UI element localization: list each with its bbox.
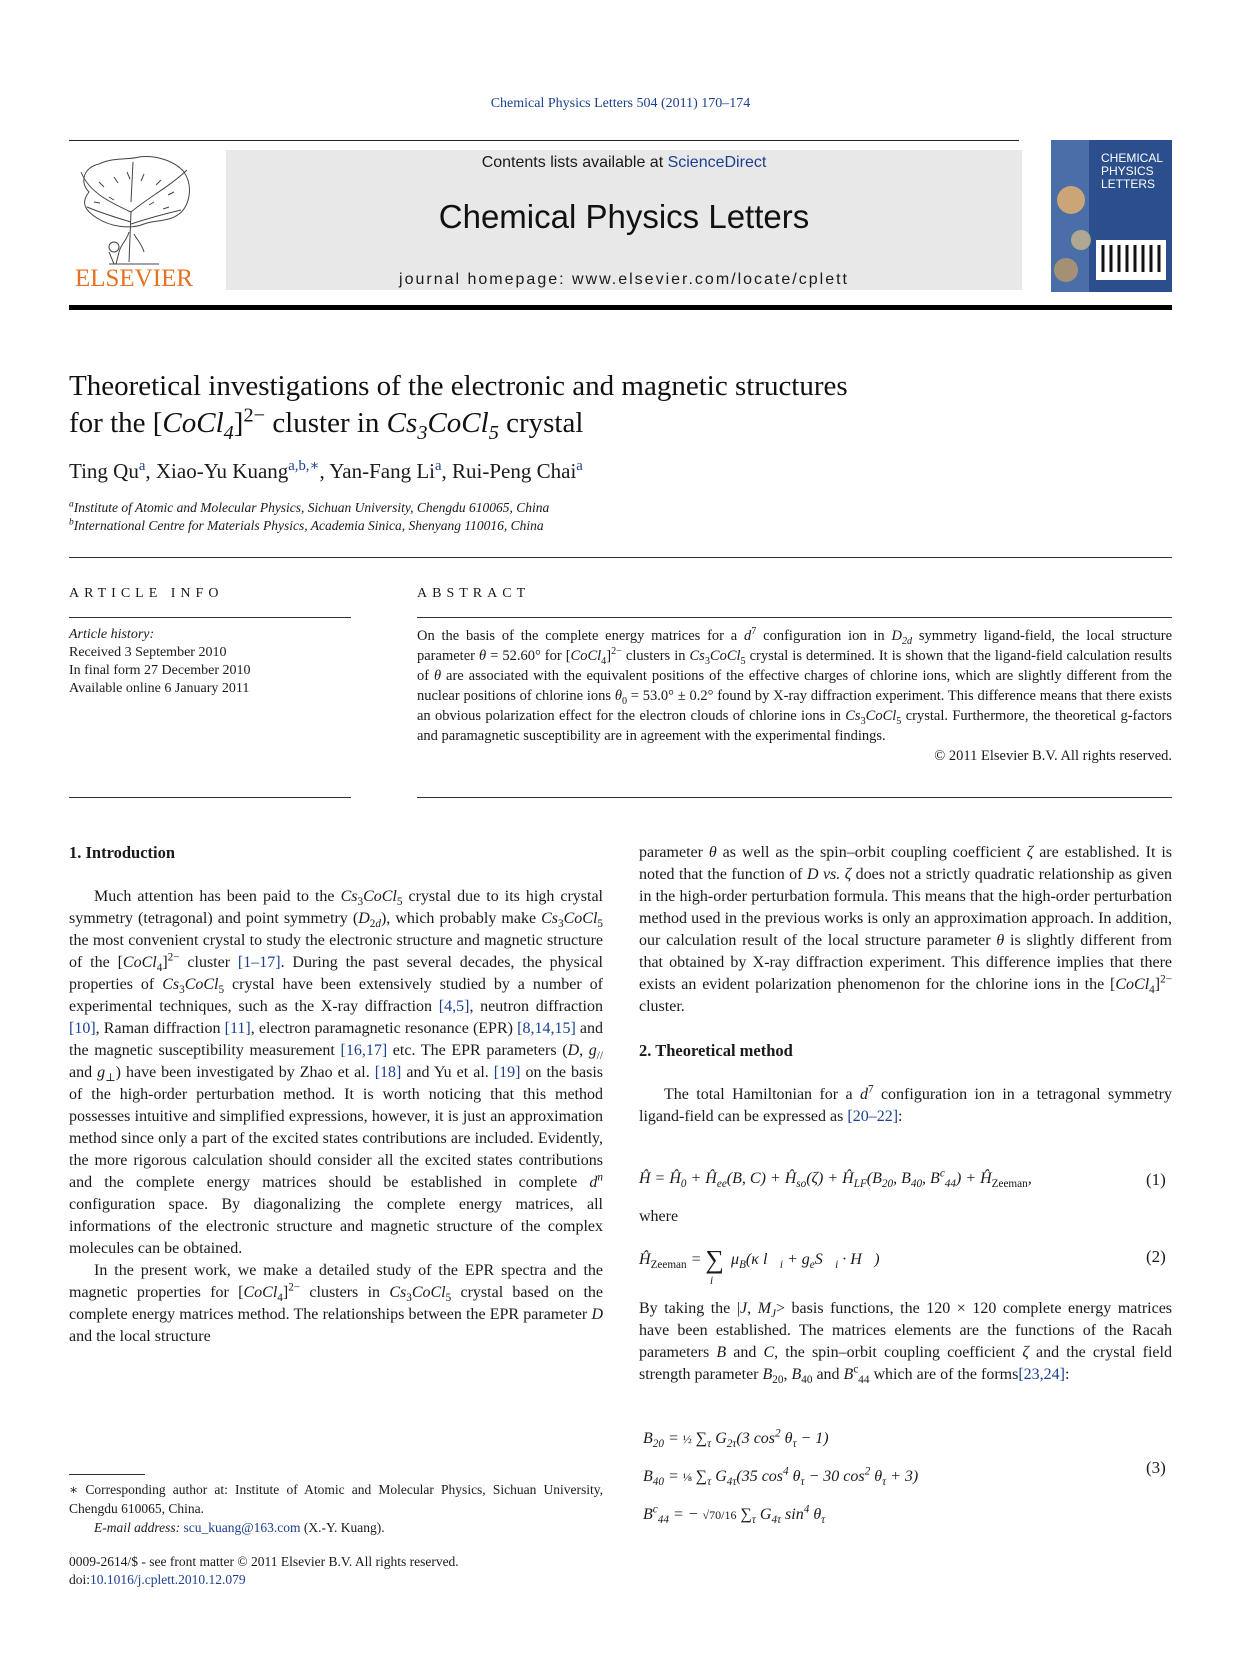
svg-text:ELSEVIER: ELSEVIER	[74, 265, 194, 292]
author-list: Ting Qu$^a$, Xiao-Yu Kuang$^{a,b,∗}$, Yan-Fang Li$^a$, Rui-Peng Chai$^a$	[69, 458, 583, 483]
copyright-line: © 2011 Elsevier B.V. All rights reserved.	[934, 748, 1172, 764]
journal-citation[interactable]: Chemical Physics Letters 504 (2011) 170–174	[490, 96, 751, 111]
abstract-rule	[417, 617, 1172, 618]
corresponding-footnote: ∗ Corresponding author at: Institute of Atomic and Molecular Physics, Sichuan University, Chengdu 610065, China. E-mail address: scu_kuang@163.com (X.-Y. Kuang).	[69, 1482, 603, 1535]
affiliation-b: $^b$International Centre for Materials Physics, Academia Sinica, Shenyang 110016, China	[69, 517, 544, 533]
article-info-rule	[69, 617, 351, 618]
method-heading: 2. Theoretical method	[639, 1041, 793, 1060]
abstract-text: On the basis of the complete energy matrices for a $d^7$ configuration ion in $D_{2d}$ symmetry ligand-field, the local structure parameter θ = 52.60° for [CoCl$_4$]$^{2-}$ clusters in $Cs_3CoCl_5$ crystal is determined. It is shown that the ligand-field calculation results of θ are associated with the equivalent positions of the effective charges of chlorine ions, which are slightly different from the nuclear positions of chlorine ions $\theta_0 = 53.0^\circ \pm 0.2^\circ$ found by X-ray diffraction experiment. This difference means that there exists an obvious polarization effect for the electron clouds of chlorine ions in $Cs_3CoCl_5$ crystal. Furthermore, the theoretical g-factors and paramagnetic susceptibility are in agreement with the experimental findings. © 2011 Elsevier B.V. All rights reserved.	[417, 626, 1173, 764]
equation-3: $B_{20}$ = ½ $\sum_\tau$ $G_{2\tau}(3$ $\cos^2 \theta_\tau - 1$) $B_{40}$ = ⅛ $\sum_\tau$ $G_{4\tau}(35$ $\cos^4 \theta_\tau - 30$ $\cos^2 \theta_\tau + 3$) $B^c_{44}$ = − √70/16 $\sum_\tau$ $G_{4\tau}$ $\sin^4 \theta_\tau$	[643, 1427, 919, 1527]
right-column-top: parameter θ as well as the spin–orbit coupling coefficient ζ are established. It is noted that the function of D vs. ζ does not a strictly quadratic relationship as given in the high-order perturbation formula. This means that the high-order perturbation method used in the previous works is only an approximation approach. In addition, our calculation result of the local structure parameter θ is slightly different from that obtained by X-ray diffraction experiment. This difference implies that there exists an evident polarization phenomenon for the chlorine ions in the [CoCl$_4$]$^{2-}$ cluster. 2. Theoretical method The total Hamiltonian for a $d^7$ configuration ion in a tetragonal symmetry ligand-field can be expressed as [20–22]:	[639, 844, 1173, 1125]
equation-1: Ĥ = $Ĥ_0$ + $Ĥ_{ee}(B$, $C) + Ĥ_{so}(\zeta)$ + $Ĥ_{LF}(B_{20}$, $B_{40}$, $B^c_{44}$) + $Ĥ_{Zeeman}$,	[639, 1167, 1032, 1191]
left-column: 1. Introduction Much attention has been paid to the $Cs_3CoCl_5$ crystal due to its high crystal symmetry (tetragonal) and point symmetry $(D_{2d})$, which probably make $Cs_3CoCl_5$ the most convenient crystal to study the electronic structure and magnetic structure of the [CoCl$_4$]$^{2-}$ cluster [1–17]. During the past several decades, the physical properties of $Cs_3CoCl_5$ crystal have been extensively studied by a number of experimental techniques, such as the X-ray diffraction [4,5], neutron diffraction [10], Raman diffraction [11], electron paramagnetic resonance (EPR) [8,14,15] and the magnetic susceptibility measurement [16,17] etc. The EPR parameters (D, $g_{//}$ and $g_\perp$) have been investigated by Zhao et al. [18] and Yu et al. [19] on the basis of the high-order perturbation method. It is worth noticing that this method possesses intuitive and simplified expressions, however, it is just an approximation method since only a part of the excited states contributions are included. Evidently, the more rigorous calculation should consider all the excited states contributions and the complete energy matrices should be established in complete $d^n$ configuration space. By diagonalizing the complete energy matrices, all informations of the electronic structure and magnetic structure of the complex molecules can be obtained. In the present work, we make a detailed study of the EPR spectra and the magnetic properties for [CoCl$_4$]$^{2-}$ clusters in $Cs_3CoCl_5$ crystal based on the complete energy matrices method. The relationships between the EPR parameter D and the local structure	[69, 843, 604, 1345]
header-rule	[69, 140, 1019, 141]
journal-homepage[interactable]: journal homepage: www.elsevier.com/locate/cplett	[399, 271, 849, 288]
article-info-heading: ARTICLE INFO	[69, 586, 224, 601]
affiliation-a: $^a$Institute of Atomic and Molecular Physics, Sichuan University, Chengdu 610065, China	[69, 499, 550, 515]
article-info-bottom-rule	[69, 797, 351, 798]
cover-title-line-1: CHEMICAL	[1101, 151, 1164, 165]
elsevier-logo	[69, 152, 199, 292]
equation-2-number: (2)	[1146, 1247, 1166, 1266]
introduction-heading: 1. Introduction	[69, 843, 176, 862]
email-link[interactable]: scu_kuang@163.com	[183, 1520, 301, 1535]
footnote-rule	[69, 1474, 145, 1475]
equation-3-number: (3)	[1146, 1458, 1166, 1477]
journal-title: Chemical Physics Letters	[438, 198, 810, 235]
affiliation-rule	[69, 557, 1172, 558]
abstract-bottom-rule	[417, 797, 1172, 798]
cover-title-line-2: PHYSICS	[1101, 164, 1154, 178]
journal-cover-image	[1051, 140, 1172, 292]
header-thick-rule	[69, 305, 1172, 310]
doi-line: doi:10.1016/j.cplett.2010.12.079	[69, 1572, 246, 1587]
article-history: Article history: Received 3 September 2010 In final form 27 December 2010 Available online 6 January 2011	[69, 627, 251, 696]
sciencedirect-link[interactable]: ScienceDirect	[667, 154, 767, 171]
doi-link[interactable]: 10.1016/j.cplett.2010.12.079	[90, 1572, 246, 1587]
article-title: Theoretical investigations of the electronic and magnetic structures for the [CoCl$_4$]$^{2-}$ cluster in $Cs_3CoCl_5$ crystal	[69, 370, 848, 444]
issn-line: 0009-2614/$ - see front matter © 2011 Elsevier B.V. All rights reserved.	[69, 1554, 459, 1569]
right-column-bottom: By taking the |J, $M_J>$ basis functions, the 120 × 120 complete energy matrices have been established. The matrices elements are the functions of the Racah parameters B and C, the spin–orbit coupling coefficient ζ and the crystal field strength parameter $B_{20}$, $B_{40}$ and $B^c_{44}$ which are of the forms[23,24]:	[639, 1300, 1173, 1387]
equation-1-number: (1)	[1146, 1170, 1166, 1189]
contents-line: Contents lists available at ScienceDirect	[481, 154, 767, 171]
equation-2: $Ĥ_{Zeeman} = \sum_i$ $\mu_B(\kappa$ $l_i + g_eS_i$ · H⃗)	[639, 1245, 880, 1288]
where-label: where	[639, 1208, 679, 1225]
cover-title-line-3: LETTERS	[1101, 177, 1156, 191]
abstract-heading: ABSTRACT	[417, 586, 531, 601]
